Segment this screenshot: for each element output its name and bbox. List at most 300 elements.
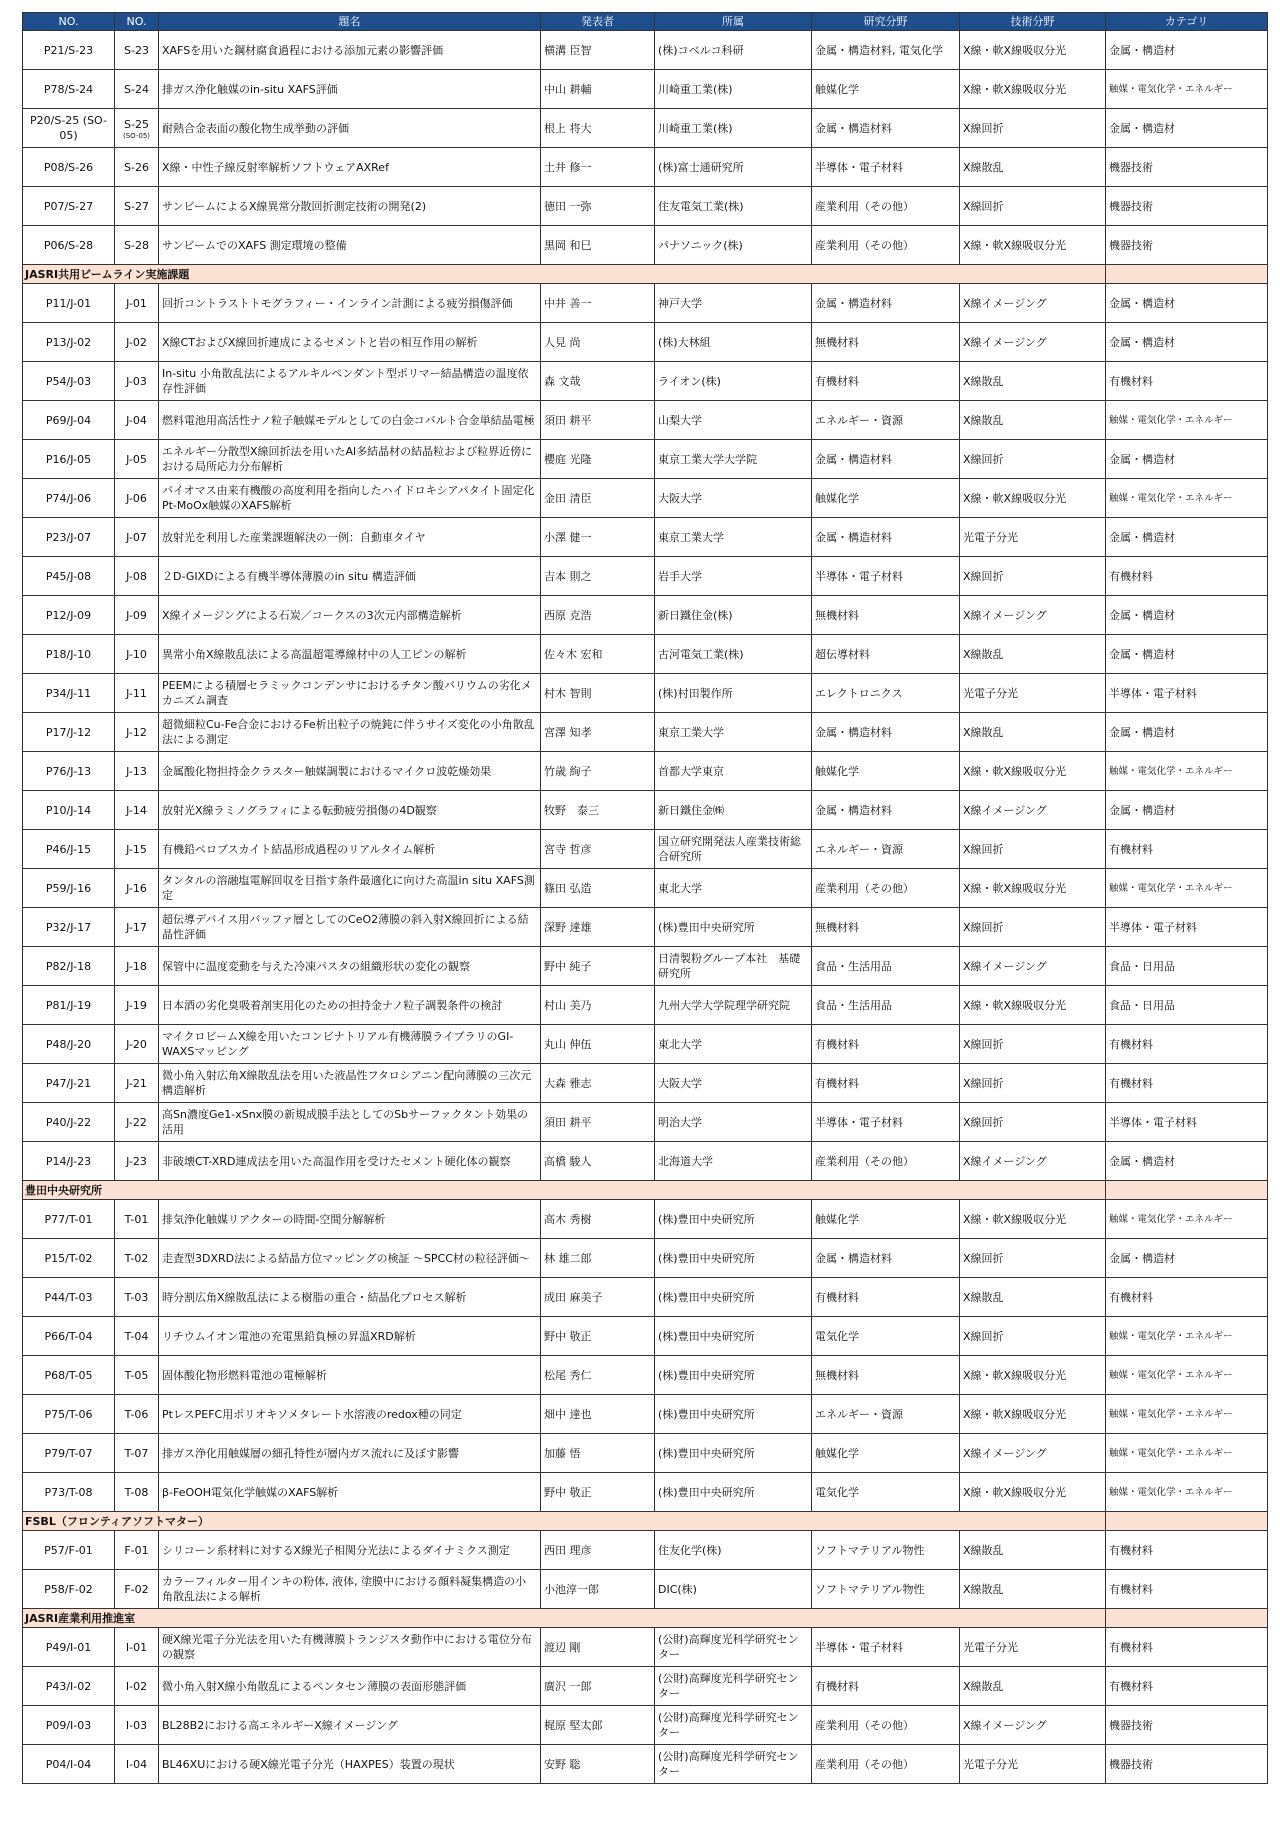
research-field-cell: エレクトロニクス (812, 674, 960, 713)
session-number-cell: J-15 (115, 830, 159, 869)
table-row (23, 596, 1268, 635)
poster-number-cell: P78/S-24 (23, 70, 115, 109)
title-cell: 排ガス浄化用触媒層の細孔特性が層内ガス流れに及ぼす影響 (159, 1434, 541, 1473)
section-header-row (23, 1609, 1268, 1628)
title-cell: 固体酸化物形燃料電池の電極解析 (159, 1356, 541, 1395)
affiliation-cell: (株)豊田中央研究所 (655, 1200, 812, 1239)
poster-number-cell: P07/S-27 (23, 187, 115, 226)
affiliation-cell: (株)大林組 (655, 323, 812, 362)
session-number-cell: J-20 (115, 1025, 159, 1064)
affiliation-cell: (株)豊田中央研究所 (655, 1356, 812, 1395)
table-row (23, 1317, 1268, 1356)
category-cell: 有機材料 (1106, 830, 1268, 869)
title-cell: シリコーン系材料に対するX線光子相関分光法によるダイナミクス測定 (159, 1531, 541, 1570)
header-research-field: 研究分野 (812, 13, 960, 31)
session-number-cell: I-04 (115, 1745, 159, 1784)
research-field-cell: 産業利用（その他） (812, 1745, 960, 1784)
affiliation-cell: 川崎重工業(株) (655, 109, 812, 148)
session-number-cell: J-01 (115, 284, 159, 323)
presenter-cell: 篠田 弘造 (541, 869, 655, 908)
session-number-cell: T-01 (115, 1200, 159, 1239)
affiliation-cell: (株)豊田中央研究所 (655, 1278, 812, 1317)
research-field-cell: 有機材料 (812, 1025, 960, 1064)
technique-cell: 光電子分光 (960, 1628, 1106, 1667)
title-cell: 硬X線光電子分光法を用いた有機薄膜トランジスタ動作中における電位分布の観察 (159, 1628, 541, 1667)
research-field-cell: 金属・構造材料 (812, 284, 960, 323)
affiliation-cell: 首都大学東京 (655, 752, 812, 791)
research-field-cell: 半導体・電子材料 (812, 148, 960, 187)
category-cell: 金属・構造材 (1106, 791, 1268, 830)
presenter-cell: 大森 雅志 (541, 1064, 655, 1103)
research-field-cell: 産業利用（その他） (812, 1706, 960, 1745)
table-row (23, 1142, 1268, 1181)
session-number-cell: T-05 (115, 1356, 159, 1395)
session-number-cell: I-01 (115, 1628, 159, 1667)
affiliation-cell: パナソニック(株) (655, 226, 812, 265)
affiliation-cell: (公財)高輝度光科学研究センター (655, 1628, 812, 1667)
title-cell: 高Sn濃度Ge1-xSnx膜の新規成膜手法としてのSbサーファクタント効果の活用 (159, 1103, 541, 1142)
affiliation-cell: (株)コベルコ科研 (655, 31, 812, 70)
session-number-cell: J-21 (115, 1064, 159, 1103)
title-cell: サンビームでのXAFS 測定環境の整備 (159, 226, 541, 265)
table-row (23, 1200, 1268, 1239)
affiliation-cell: 東北大学 (655, 869, 812, 908)
table-row (23, 557, 1268, 596)
category-cell: 機器技術 (1106, 1745, 1268, 1784)
poster-number-cell: P76/J-13 (23, 752, 115, 791)
technique-cell: X線・軟X線吸収分光 (960, 1395, 1106, 1434)
research-field-cell: 無機材料 (812, 1356, 960, 1395)
poster-number-cell: P12/J-09 (23, 596, 115, 635)
poster-number-cell: P14/J-23 (23, 1142, 115, 1181)
category-cell: 有機材料 (1106, 1064, 1268, 1103)
poster-number-cell: P21/S-23 (23, 31, 115, 70)
poster-number-cell: P81/J-19 (23, 986, 115, 1025)
research-field-cell: 触媒化学 (812, 1200, 960, 1239)
affiliation-cell: 東北大学 (655, 1025, 812, 1064)
title-cell: バイオマス由来有機酸の高度利用を指向したハイドロキシアパタイト固定化Pt-MoOx触媒のXAFS解析 (159, 479, 541, 518)
research-field-cell: 金属・構造材料 (812, 440, 960, 479)
table-row (23, 148, 1268, 187)
category-cell: 機器技術 (1106, 148, 1268, 187)
title-cell: 燃料電池用高活性ナノ粒子触媒モデルとしての白金コバルト合金単結晶電極 (159, 401, 541, 440)
presenter-cell: 櫻庭 光隆 (541, 440, 655, 479)
category-cell: 金属・構造材 (1106, 440, 1268, 479)
session-number-cell: J-14 (115, 791, 159, 830)
category-cell: 半導体・電子材料 (1106, 674, 1268, 713)
table-row (23, 1103, 1268, 1142)
technique-cell: X線・軟X線吸収分光 (960, 70, 1106, 109)
poster-number-cell: P18/J-10 (23, 635, 115, 674)
title-cell: サンビームによるX線異常分散回折測定技術の開発(2) (159, 187, 541, 226)
table-row (23, 1531, 1268, 1570)
presenter-cell: 高木 秀樹 (541, 1200, 655, 1239)
presenter-cell: 土井 修一 (541, 148, 655, 187)
section-blank-cell (1106, 1609, 1268, 1628)
session-number-cell: T-07 (115, 1434, 159, 1473)
header-no-session: NO. (115, 13, 159, 31)
poster-number-cell: P82/J-18 (23, 947, 115, 986)
affiliation-cell: 古河電気工業(株) (655, 635, 812, 674)
affiliation-cell: 新日鐵住金㈱ (655, 791, 812, 830)
affiliation-cell: (株)豊田中央研究所 (655, 1395, 812, 1434)
technique-cell: X線・軟X線吸収分光 (960, 1356, 1106, 1395)
presenter-cell: 吉本 則之 (541, 557, 655, 596)
affiliation-cell: (公財)高輝度光科学研究センター (655, 1667, 812, 1706)
table-row (23, 1628, 1268, 1667)
research-field-cell: エネルギー・資源 (812, 401, 960, 440)
affiliation-cell: (株)豊田中央研究所 (655, 1239, 812, 1278)
poster-number-cell: P49/I-01 (23, 1628, 115, 1667)
header-affiliation: 所属 (655, 13, 812, 31)
table-row (23, 869, 1268, 908)
research-field-cell: ソフトマテリアル物性 (812, 1570, 960, 1609)
session-number-cell: T-02 (115, 1239, 159, 1278)
section-header-row (23, 1181, 1268, 1200)
title-cell: In-situ 小角散乱法によるアルキルペンダント型ポリマー結晶構造の温度依存性評価 (159, 362, 541, 401)
technique-cell: X線散乱 (960, 362, 1106, 401)
table-row (23, 1278, 1268, 1317)
title-cell: BL46XUにおける硬X線光電子分光（HAXPES）装置の現状 (159, 1745, 541, 1784)
presenter-cell: 渡辺 剛 (541, 1628, 655, 1667)
research-field-cell: 有機材料 (812, 1064, 960, 1103)
title-cell: 超伝導デバイス用バッファ層としてのCeO2薄膜の斜入射X線回折による結晶性評価 (159, 908, 541, 947)
research-field-cell: 超伝導材料 (812, 635, 960, 674)
table-row (23, 1473, 1268, 1512)
header-title: 題名 (159, 13, 541, 31)
technique-cell: X線イメージング (960, 596, 1106, 635)
presenter-cell: 金田 清臣 (541, 479, 655, 518)
title-cell: 非破壊CT-XRD連成法を用いた高温作用を受けたセメント硬化体の観察 (159, 1142, 541, 1181)
poster-number-cell: P40/J-22 (23, 1103, 115, 1142)
affiliation-cell: (株)富士通研究所 (655, 148, 812, 187)
presenter-cell: 村木 智則 (541, 674, 655, 713)
table-row (23, 1025, 1268, 1064)
affiliation-cell: (株)村田製作所 (655, 674, 812, 713)
affiliation-cell: 岩手大学 (655, 557, 812, 596)
session-number-cell: J-11 (115, 674, 159, 713)
technique-cell: X線散乱 (960, 1667, 1106, 1706)
category-cell: 有機材料 (1106, 1570, 1268, 1609)
header-category: カテゴリ (1106, 13, 1268, 31)
title-cell: 回折コントラストトモグラフィー・インライン計測による疲労損傷評価 (159, 284, 541, 323)
technique-cell: X線散乱 (960, 1570, 1106, 1609)
presenter-cell: 深野 達雄 (541, 908, 655, 947)
header-technique: 技術分野 (960, 13, 1106, 31)
technique-cell: 光電子分光 (960, 518, 1106, 557)
category-cell: 触媒・電気化学・エネルギー (1106, 1317, 1268, 1356)
presenter-cell: 森 文哉 (541, 362, 655, 401)
category-cell: 金属・構造材 (1106, 713, 1268, 752)
session-number-cell: J-22 (115, 1103, 159, 1142)
presenter-cell: 小池淳一郎 (541, 1570, 655, 1609)
title-cell: 微小角入射広角X線散乱法を用いた液晶性フタロシアニン配向薄膜の三次元構造解析 (159, 1064, 541, 1103)
poster-number-cell: P08/S-26 (23, 148, 115, 187)
table-header-row (23, 13, 1268, 31)
session-number-cell: J-16 (115, 869, 159, 908)
poster-number-cell: P13/J-02 (23, 323, 115, 362)
table-row (23, 401, 1268, 440)
category-cell: 有機材料 (1106, 1278, 1268, 1317)
affiliation-cell: 九州大学大学院理学研究院 (655, 986, 812, 1025)
poster-number-cell: P54/J-03 (23, 362, 115, 401)
research-field-cell: 電気化学 (812, 1317, 960, 1356)
title-cell: X線・中性子線反射率解析ソフトウェアAXRef (159, 148, 541, 187)
affiliation-cell: 川崎重工業(株) (655, 70, 812, 109)
session-number-cell: J-18 (115, 947, 159, 986)
title-cell: PtレスPEFC用ポリオキソメタレート水溶液のredox種の同定 (159, 1395, 541, 1434)
table-row (23, 1745, 1268, 1784)
title-cell: 排ガス浄化触媒のin-situ XAFS評価 (159, 70, 541, 109)
category-cell: 触媒・電気化学・エネルギー (1106, 1200, 1268, 1239)
research-field-cell: 食品・生活用品 (812, 947, 960, 986)
poster-number-cell: P73/T-08 (23, 1473, 115, 1512)
poster-number-cell: P47/J-21 (23, 1064, 115, 1103)
affiliation-cell: 大阪大学 (655, 479, 812, 518)
session-number-cell: J-03 (115, 362, 159, 401)
table-body (23, 31, 1268, 1784)
title-cell: 時分割広角X線散乱法による樹脂の重合・結晶化プロセス解析 (159, 1278, 541, 1317)
technique-cell: X線回折 (960, 109, 1106, 148)
session-number-cell: T-06 (115, 1395, 159, 1434)
session-number-cell: S-28 (115, 226, 159, 265)
poster-number-cell: P58/F-02 (23, 1570, 115, 1609)
session-number-cell (115, 109, 159, 148)
technique-cell: X線・軟X線吸収分光 (960, 752, 1106, 791)
poster-number-cell: P32/J-17 (23, 908, 115, 947)
table-row (23, 226, 1268, 265)
affiliation-cell: (株)豊田中央研究所 (655, 1317, 812, 1356)
technique-cell: 光電子分光 (960, 674, 1106, 713)
category-cell: 触媒・電気化学・エネルギー (1106, 1434, 1268, 1473)
research-field-cell: 半導体・電子材料 (812, 1103, 960, 1142)
table-row (23, 109, 1268, 148)
section-blank-cell (1106, 265, 1268, 284)
poster-number-cell: P75/T-06 (23, 1395, 115, 1434)
technique-cell: X線回折 (960, 440, 1106, 479)
presenter-cell: 西原 克浩 (541, 596, 655, 635)
table-row (23, 1064, 1268, 1103)
session-number-cell: J-23 (115, 1142, 159, 1181)
table-row (23, 908, 1268, 947)
category-cell: 機器技術 (1106, 226, 1268, 265)
session-number-cell: I-03 (115, 1706, 159, 1745)
research-field-cell: 産業利用（その他） (812, 226, 960, 265)
presenter-cell: 畑中 達也 (541, 1395, 655, 1434)
category-cell: 半導体・電子材料 (1106, 1103, 1268, 1142)
research-field-cell: 金属・構造材料 (812, 518, 960, 557)
title-cell: エネルギー分散型X線回折法を用いたAl多結晶材の結晶粒および粒界近傍における局所応力分布解析 (159, 440, 541, 479)
poster-number-cell: P74/J-06 (23, 479, 115, 518)
category-cell: 有機材料 (1106, 1025, 1268, 1064)
affiliation-cell: 神戸大学 (655, 284, 812, 323)
table-row (23, 1356, 1268, 1395)
affiliation-cell: DIC(株) (655, 1570, 812, 1609)
section-header-row (23, 1512, 1268, 1531)
table-row (23, 31, 1268, 70)
category-cell: 触媒・電気化学・エネルギー (1106, 1473, 1268, 1512)
affiliation-cell: (公財)高輝度光科学研究センター (655, 1745, 812, 1784)
research-field-cell: 無機材料 (812, 908, 960, 947)
section-label: 豊田中央研究所 (23, 1181, 1106, 1200)
affiliation-cell: 住友電気工業(株) (655, 187, 812, 226)
table-row (23, 440, 1268, 479)
poster-number-cell: P44/T-03 (23, 1278, 115, 1317)
technique-cell: X線イメージング (960, 1142, 1106, 1181)
presentation-table (22, 12, 1268, 1784)
technique-cell: X線散乱 (960, 401, 1106, 440)
research-field-cell: 無機材料 (812, 596, 960, 635)
poster-number-cell: P20/S-25 (SO-05) (23, 109, 115, 148)
affiliation-cell: (株)豊田中央研究所 (655, 908, 812, 947)
table-row (23, 323, 1268, 362)
session-number-cell: J-07 (115, 518, 159, 557)
title-cell: XAFSを用いた鋼材腐食過程における添加元素の影響評価 (159, 31, 541, 70)
research-field-cell: エネルギー・資源 (812, 830, 960, 869)
session-number-cell: F-02 (115, 1570, 159, 1609)
research-field-cell: 食品・生活用品 (812, 986, 960, 1025)
category-cell: 触媒・電気化学・エネルギー (1106, 70, 1268, 109)
poster-number-cell: P23/J-07 (23, 518, 115, 557)
presenter-cell: 須田 耕平 (541, 1103, 655, 1142)
presenter-cell: 中井 善一 (541, 284, 655, 323)
session-number-cell: S-24 (115, 70, 159, 109)
technique-cell: X線回折 (960, 1239, 1106, 1278)
section-header-row (23, 265, 1268, 284)
category-cell: 金属・構造材 (1106, 109, 1268, 148)
section-label: JASRI産業利用推進室 (23, 1609, 1106, 1628)
poster-number-cell: P34/J-11 (23, 674, 115, 713)
research-field-cell: 半導体・電子材料 (812, 1628, 960, 1667)
category-cell: 半導体・電子材料 (1106, 908, 1268, 947)
research-field-cell: 電気化学 (812, 1473, 960, 1512)
title-cell: マイクロビームX線を用いたコンビナトリアル有機薄膜ライブラリのGI-WAXSマッピング (159, 1025, 541, 1064)
affiliation-cell: 山梨大学 (655, 401, 812, 440)
session-number-cell: J-06 (115, 479, 159, 518)
title-cell: 走査型3DXRD法による結晶方位マッピングの検証 ～SPCC材の粒径評価～ (159, 1239, 541, 1278)
header-no-poster: NO. (23, 13, 115, 31)
research-field-cell: 産業利用（その他） (812, 1142, 960, 1181)
title-cell: タンタルの溶融塩電解回収を目指す条件最適化に向けた高温in situ XAFS測定 (159, 869, 541, 908)
category-cell: 食品・日用品 (1106, 986, 1268, 1025)
research-field-cell: 産業利用（その他） (812, 869, 960, 908)
table-row (23, 830, 1268, 869)
presenter-cell: 丸山 伸伍 (541, 1025, 655, 1064)
presenter-cell: 宮澤 知孝 (541, 713, 655, 752)
poster-number-cell: P04/I-04 (23, 1745, 115, 1784)
presenter-cell: 安野 聡 (541, 1745, 655, 1784)
section-label: JASRI共用ビームライン実施課題 (23, 265, 1106, 284)
presenter-cell: 横溝 臣智 (541, 31, 655, 70)
presenter-cell: 人見 尚 (541, 323, 655, 362)
session-number-cell: J-02 (115, 323, 159, 362)
session-number-cell: J-17 (115, 908, 159, 947)
session-number-cell: F-01 (115, 1531, 159, 1570)
category-cell: 金属・構造材 (1106, 518, 1268, 557)
category-cell: 触媒・電気化学・エネルギー (1106, 1356, 1268, 1395)
research-field-cell: 半導体・電子材料 (812, 557, 960, 596)
session-number-cell: S-26 (115, 148, 159, 187)
session-number-cell: J-19 (115, 986, 159, 1025)
presenter-cell: 廣沢 一郎 (541, 1667, 655, 1706)
technique-cell: X線回折 (960, 908, 1106, 947)
title-cell: 放射光X線ラミノグラフィによる転動疲労損傷の4D観察 (159, 791, 541, 830)
session-number-cell: J-04 (115, 401, 159, 440)
title-cell: ２D-GIXDによる有機半導体薄膜のin situ 構造評価 (159, 557, 541, 596)
presenter-cell: 成田 麻美子 (541, 1278, 655, 1317)
poster-number-cell: P17/J-12 (23, 713, 115, 752)
poster-number-cell: P48/J-20 (23, 1025, 115, 1064)
affiliation-cell: 新日鐵住金(株) (655, 596, 812, 635)
affiliation-cell: (株)豊田中央研究所 (655, 1473, 812, 1512)
presenter-cell: 黒岡 和巳 (541, 226, 655, 265)
table-row (23, 791, 1268, 830)
poster-number-cell: P45/J-08 (23, 557, 115, 596)
title-cell: BL28B2における高エネルギーX線イメージング (159, 1706, 541, 1745)
session-number: S-25 (124, 117, 149, 131)
category-cell: 金属・構造材 (1106, 1239, 1268, 1278)
presenter-cell: 梶原 堅太郎 (541, 1706, 655, 1745)
presenter-cell: 野中 敬正 (541, 1317, 655, 1356)
session-number-cell: J-13 (115, 752, 159, 791)
section-blank-cell (1106, 1181, 1268, 1200)
presenter-cell: 野中 純子 (541, 947, 655, 986)
affiliation-cell: 大阪大学 (655, 1064, 812, 1103)
title-cell: 日本酒の劣化臭吸着剤実用化のための担持金ナノ粒子調製条件の検討 (159, 986, 541, 1025)
research-field-cell: 金属・構造材料 (812, 109, 960, 148)
research-field-cell: 触媒化学 (812, 479, 960, 518)
presenter-cell: 西田 理彦 (541, 1531, 655, 1570)
presenter-cell: 野中 敬正 (541, 1473, 655, 1512)
table-row (23, 1395, 1268, 1434)
technique-cell: X線回折 (960, 830, 1106, 869)
presenter-cell: 徳田 一弥 (541, 187, 655, 226)
technique-cell: X線回折 (960, 187, 1106, 226)
affiliation-cell: (株)豊田中央研究所 (655, 1434, 812, 1473)
category-cell: 有機材料 (1106, 1667, 1268, 1706)
title-cell: カラーフィルター用インキの粉体, 液体, 塗膜中における顔料凝集構造の小角散乱法による解析 (159, 1570, 541, 1609)
poster-number-cell: P79/T-07 (23, 1434, 115, 1473)
session-number-cell: T-08 (115, 1473, 159, 1512)
poster-number-cell: P15/T-02 (23, 1239, 115, 1278)
section-label: FSBL（フロンティアソフトマター） (23, 1512, 1106, 1531)
research-field-cell: 有機材料 (812, 362, 960, 401)
technique-cell: X線イメージング (960, 284, 1106, 323)
technique-cell: X線回折 (960, 1064, 1106, 1103)
category-cell: 金属・構造材 (1106, 323, 1268, 362)
title-cell: PEEMによる積層セラミックコンデンサにおけるチタン酸バリウムの劣化メカニズム調査 (159, 674, 541, 713)
poster-number-cell: P66/T-04 (23, 1317, 115, 1356)
presenter-cell: 須田 耕平 (541, 401, 655, 440)
affiliation-cell: 国立研究開発法人産業技術総合研究所 (655, 830, 812, 869)
title-cell: 耐熱合金表面の酸化物生成挙動の評価 (159, 109, 541, 148)
presenter-cell: 佐々木 宏和 (541, 635, 655, 674)
title-cell: 超微細粒Cu-Fe合金におけるFe析出粒子の焼鈍に伴うサイズ変化の小角散乱法による測定 (159, 713, 541, 752)
presenter-cell: 中山 耕輔 (541, 70, 655, 109)
title-cell: 保管中に温度変動を与えた冷凍パスタの組織形状の変化の観察 (159, 947, 541, 986)
poster-number-cell: P77/T-01 (23, 1200, 115, 1239)
technique-cell: X線・軟X線吸収分光 (960, 986, 1106, 1025)
table-row (23, 947, 1268, 986)
technique-cell: X線イメージング (960, 1706, 1106, 1745)
title-cell: X線CTおよびX線回折連成によるセメントと岩の相互作用の解析 (159, 323, 541, 362)
presenter-cell: 林 雄二郎 (541, 1239, 655, 1278)
poster-number-cell: P68/T-05 (23, 1356, 115, 1395)
technique-cell: X線散乱 (960, 148, 1106, 187)
category-cell: 有機材料 (1106, 1531, 1268, 1570)
title-cell: 微小角入射X線小角散乱によるペンタセン薄膜の表面形態評価 (159, 1667, 541, 1706)
title-cell: リチウムイオン電池の充電黒鉛負極の昇温XRD解析 (159, 1317, 541, 1356)
